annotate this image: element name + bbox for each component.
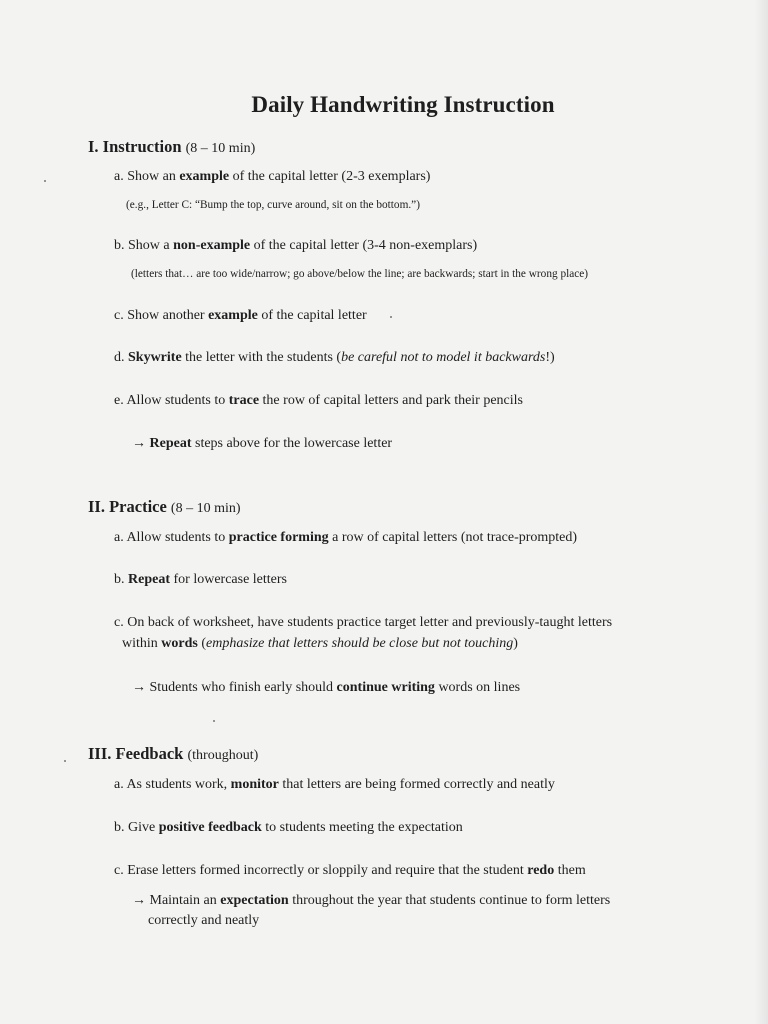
instruction-item-e: e. Allow students to trace the row of capital letters and park their pencils — [114, 393, 524, 408]
section-heading-feedback — [88, 744, 258, 764]
right-arrow-icon: → — [132, 893, 146, 908]
section-numeral: II. — [88, 497, 105, 516]
section-heading-practice — [88, 497, 241, 517]
instruction-item-c: c. Show another example of the capital letter — [114, 308, 367, 323]
instruction-repeat-note: → Repeat steps above for the lowercase letter — [132, 436, 393, 451]
practice-continue-note: → Students who finish early should continue writing words on lines — [132, 680, 521, 695]
instruction-note-example: (e.g., Letter C: “Bump the top, curve around, sit on the bottom.”) — [126, 199, 420, 211]
feedback-expectation-note-line2: correctly and neatly — [148, 913, 260, 928]
scan-speck — [213, 720, 215, 722]
document-title: Daily Handwriting Instruction — [251, 92, 555, 117]
section-time: (throughout) — [187, 748, 259, 763]
feedback-expectation-note-line1: → Maintain an expectation throughout the year that students continue to form letters — [132, 893, 611, 908]
feedback-item-b: b. Give positive feedback to students meeting the expectation — [114, 820, 463, 835]
feedback-item-a: a. As students work, monitor that letters are being formed correctly and neatly — [114, 777, 555, 792]
practice-item-a: a. Allow students to practice forming a row of capital letters (not trace-prompted) — [114, 530, 578, 545]
section-numeral: III. — [88, 744, 112, 763]
right-arrow-icon: → — [132, 680, 146, 695]
section-title: Feedback — [115, 744, 184, 763]
page-edge-shadow — [754, 0, 768, 1024]
feedback-item-c: c. Erase letters formed incorrectly or sloppily and require that the student redo them — [114, 863, 586, 878]
instruction-note-non-example: (letters that… are too wide/narrow; go above/below the line; are backwards; start in the wrong place) — [131, 268, 589, 280]
right-arrow-icon: → — [132, 436, 146, 451]
instruction-item-b: b. Show a non-example of the capital letter (3-4 non-exemplars) — [114, 238, 478, 253]
section-numeral: I. — [88, 137, 99, 156]
section-title: Practice — [109, 497, 167, 516]
section-time: (8 – 10 min) — [170, 501, 241, 516]
section-title: Instruction — [102, 137, 182, 156]
instruction-item-d: d. Skywrite the letter with the students (be careful not to model it backwards!) — [114, 350, 555, 365]
instruction-item-a: a. Show an example of the capital letter (2-3 exemplars) — [114, 169, 431, 184]
practice-item-c-line2: within words (emphasize that letters should be close but not touching) — [122, 636, 518, 651]
section-heading-instruction — [88, 137, 255, 157]
scan-speck — [44, 180, 46, 182]
practice-item-c-line1: c. On back of worksheet, have students practice target letter and previously-taught letters — [114, 615, 613, 630]
practice-item-b: b. Repeat for lowercase letters — [114, 572, 287, 587]
scan-speck — [390, 316, 392, 318]
section-time: (8 – 10 min) — [185, 141, 256, 156]
scan-speck — [64, 760, 66, 762]
